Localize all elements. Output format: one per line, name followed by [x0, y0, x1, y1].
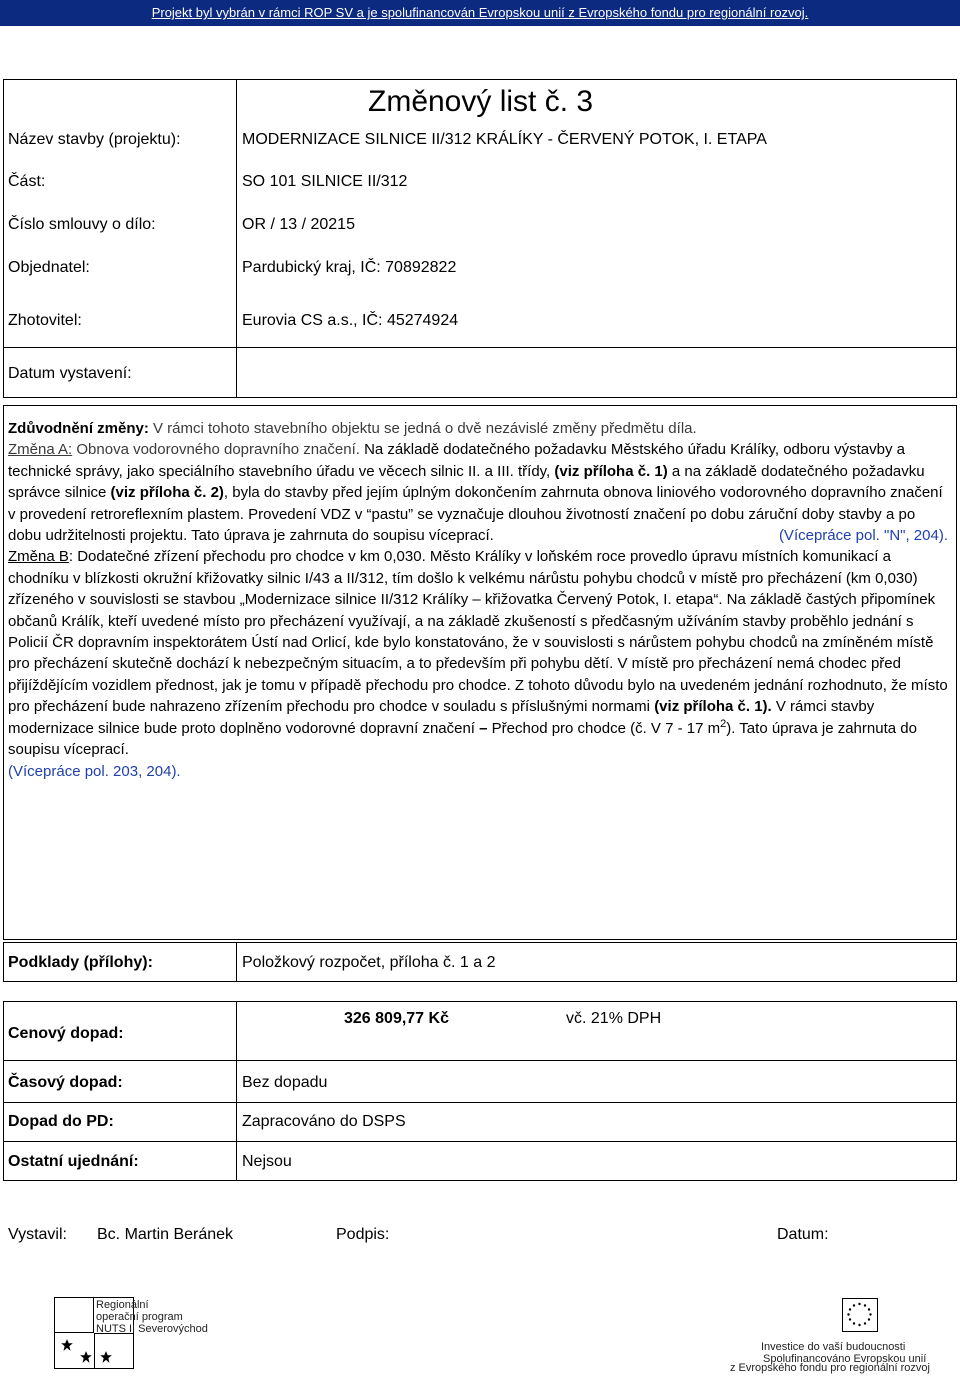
- rop-logo-line3: NUTS II Severovýchod: [96, 1323, 208, 1335]
- eu-logo-line2: Spolufinancováno Evropskou unií: [763, 1353, 927, 1365]
- change-b-lead: : Dodatečné zřízení přechodu pro chodce v km 0,030.: [68, 548, 426, 566]
- cenovy-value: 326 809,77 Kč: [344, 1010, 449, 1027]
- change-a-lead: Obnova vodorovného dopravního značení.: [72, 441, 360, 459]
- justification-heading: Zdůvodnění změny:: [8, 420, 149, 437]
- eu-flag-icon: [842, 1298, 878, 1332]
- star-icon: [99, 1350, 113, 1364]
- ostatni-value: Nejsou: [242, 1153, 292, 1170]
- justification-text: [8, 418, 948, 782]
- banner-text: Projekt byl vybrán v rámci ROP SV a je spolufinancován Evropskou unií z Evropského fondu pro regionální rozvoj.: [151, 5, 809, 20]
- podklady-divider: [236, 942, 237, 982]
- costs-row-border-2: [3, 1102, 957, 1103]
- smlouva-label: Číslo smlouvy o dílo:: [8, 216, 156, 233]
- casovy-value: Bez dopadu: [242, 1074, 328, 1091]
- zhotovitel-value: Eurovia CS a.s., IČ: 45274924: [242, 312, 459, 329]
- star-icon: [60, 1338, 74, 1352]
- change-a-text2: a na základě dodatečného požadavku správce silnice: [8, 462, 925, 502]
- zhotovitel-label: Zhotovitel:: [8, 312, 82, 329]
- vystavil-label: Vystavil:: [8, 1226, 67, 1243]
- ostatni-label: Ostatní ujednání:: [8, 1153, 139, 1170]
- datum-row-top-border: [3, 347, 957, 348]
- rop-logo-line1: Regionální: [96, 1299, 149, 1311]
- change-b-text3: Přechod pro chodce (č. V 7 - 17 m: [487, 719, 721, 737]
- change-b-sup: 2: [720, 717, 727, 730]
- change-b-label: Změna B: [8, 548, 69, 566]
- change-a-ref2: (viz příloha č. 2): [110, 484, 224, 502]
- change-b-vicepráce: (Vícepráce pol. 203, 204).: [8, 762, 181, 780]
- pd-value: Zapracováno do DSPS: [242, 1113, 406, 1130]
- costs-table: [3, 1001, 957, 1181]
- costs-row-border-1: [3, 1060, 957, 1061]
- cenovy-vat: vč. 21% DPH: [566, 1010, 662, 1027]
- nazev-label: Název stavby (projektu):: [8, 131, 181, 148]
- smlouva-value: OR / 13 / 20215: [242, 216, 355, 233]
- header-divider: [236, 79, 237, 398]
- change-a-text1: Na základě dodatečného požadavku Městského úřadu Králíky, odboru výstavby a technické správy, jako speciálního stavebního úřadu ve věcech silnic II. a III. třídy,: [8, 441, 905, 480]
- page-title: Změnový list č. 3: [368, 85, 594, 118]
- nazev-value: MODERNIZACE SILNICE II/312 KRÁLÍKY - ČERVENÝ POTOK, I. ETAPA: [242, 131, 767, 148]
- justification-intro: V rámci tohoto stavebního objektu se jedná o dvě nezávislé změny předmětu díla.: [148, 420, 697, 437]
- change-b-text2: V rámci stavby modernizace silnice bude proto doplněno vodorovné dopravní značení: [8, 698, 875, 737]
- casovy-label: Časový dopad:: [8, 1074, 123, 1091]
- podklady-label: Podklady (přílohy):: [8, 954, 153, 971]
- datum-signature-label: Datum:: [777, 1226, 829, 1243]
- vystavil-value: Bc. Martin Beránek: [97, 1226, 234, 1243]
- cast-value: SO 101 SILNICE II/312: [242, 173, 408, 190]
- change-a-ref1: (viz příloha č. 1): [554, 462, 668, 480]
- change-b-text1: Město Králíky v loňském roce provedlo úpravu místních komunikací a chodníku v blízkosti okružní křižovatky silnic I/43 a II/312, tím došlo k velkému nárůstu pohybu chodců v místě pro přecházení (km 0,030) zřízeného v souvislosti se stavbou „Modernizace silnice II/312 Králíky – křižovatka Červený Potok, I. etapa“. Na základě častých připomínek občanů Králík, kteří uvedené místo pro přecházení využívají, a na základě zkušeností s předčasným užíváním stavby proběhlo jednání s Policií ČR dopravním inspektorátem Ústí nad Orlicí, kde bylo konstatováno, že v souvislosti s nárůstem pohybu chodců na zmíněném místě pro přecházení skutečně dochází k nebezpečným situacím, a to především při pohybu dětí. V místě pro přecházení nemá chodec před přijíždějícím vozidlem přednost, jak je tomu v případě přechodu pro chodce. Z tohoto důvodu bylo na uvedeném jednání rozhodnuto, že místo pro přecházení bude nahrazeno zřízením přechodu pro chodce v souladu s příslušnými normami: [8, 548, 948, 716]
- objednatel-label: Objednatel:: [8, 259, 90, 276]
- cast-label: Část:: [8, 173, 46, 190]
- cenovy-label: Cenový dopad:: [8, 1025, 124, 1042]
- eu-logo-line1: Investice do vaší budoucnosti: [761, 1341, 906, 1353]
- rop-logo-line2: operační program: [96, 1311, 183, 1323]
- costs-divider: [236, 1001, 237, 1181]
- podklady-value: Položkový rozpočet, příloha č. 1 a 2: [242, 954, 496, 971]
- change-a-vicepráce: (Vícepráce pol. "N", 204).: [778, 527, 948, 545]
- costs-row-border-3: [3, 1141, 957, 1142]
- objednatel-value: Pardubický kraj, IČ: 70892822: [242, 259, 457, 276]
- podpis-label: Podpis:: [336, 1226, 390, 1243]
- top-banner: [0, 0, 960, 26]
- eu-logo-line3: z Evropského fondu pro regionální rozvoj: [730, 1362, 930, 1374]
- change-a-text3: , byla do stavby před jejím úplným dokončením zahrnuta obnova liniového vodorovného dopravního značení v provedení retroreflexním plastem. Provedení VDZ v “pastu” se vyznačuje dlouhou životností značení po dobu záruční doby stavby a po dobu udržitelnosti projektu. Tato úprava je zahrnuta do soupisu víceprací.: [8, 484, 943, 545]
- change-b-dash: –: [479, 719, 488, 737]
- datum-label: Datum vystavení:: [8, 365, 132, 382]
- header-table: [3, 79, 957, 398]
- star-icon: [79, 1350, 93, 1364]
- change-b-text4: ). Tato úprava je zahrnuta do soupisu víceprací.: [8, 719, 917, 759]
- change-a-label: Změna A:: [8, 441, 73, 459]
- pd-label: Dopad do PD:: [8, 1113, 114, 1130]
- change-b-ref1: (viz příloha č. 1).: [654, 698, 772, 716]
